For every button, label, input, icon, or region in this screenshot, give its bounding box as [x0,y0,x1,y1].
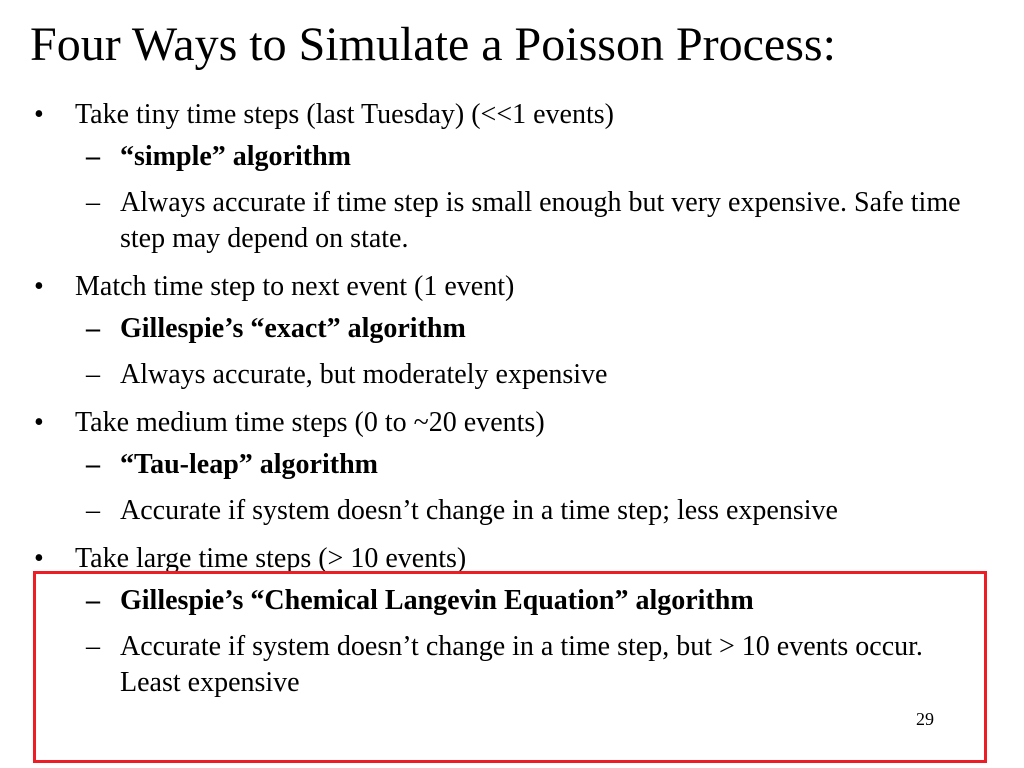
bullet-group-1 [30,95,990,257]
sub-marker: – [86,359,100,390]
bullet-text: Take tiny time steps (last Tuesday) (<<1 events) [75,99,614,130]
bullet-marker: • [34,407,44,438]
bullet-text: Match time step to next event (1 event) [75,271,515,302]
sub-marker: – [86,585,100,616]
sub-item-text: Gillespie’s “Chemical Langevin Equation” algorithm [120,585,754,616]
sub-item-text: “simple” algorithm [120,141,351,172]
bullet-group-2 [30,267,990,393]
sub-item [30,311,990,347]
sub-item [30,493,990,529]
bullet-item [30,95,990,139]
bullet-marker: • [34,543,44,574]
sub-marker: – [86,631,100,662]
sub-marker: – [86,449,100,480]
page-number: 29 [916,709,934,729]
bullet-item [30,267,990,311]
sub-item-text: Always accurate, but moderately expensive [120,359,608,390]
sub-marker: – [86,313,100,344]
sub-item-text: Accurate if system doesn’t change in a time step; less expensive [120,495,838,526]
sub-marker: – [86,495,100,526]
bullet-marker: • [34,271,44,302]
sub-marker: – [86,187,100,218]
sub-item [30,447,990,483]
bullet-group-3 [30,403,990,529]
sub-item [30,185,990,257]
bullet-text: Take medium time steps (0 to ~20 events) [75,407,545,438]
sub-marker: – [86,141,100,172]
bullet-item [30,403,990,447]
sub-item-text: Gillespie’s “exact” algorithm [120,313,466,344]
bullet-marker: • [34,99,44,130]
sub-item-text: Always accurate if time step is small enough but very expensive. Safe time step may depend on state. [120,187,961,254]
sub-item [30,357,990,393]
highlight-box [33,571,987,763]
slide-title: Four Ways to Simulate a Poisson Process: [30,18,836,71]
sub-item [30,139,990,175]
sub-item-text: Accurate if system doesn’t change in a time step, but > 10 events occur. Least expensive [120,631,923,698]
bullet-text: Take large time steps (> 10 events) [75,543,467,574]
sub-item-text: “Tau-leap” algorithm [120,449,378,480]
